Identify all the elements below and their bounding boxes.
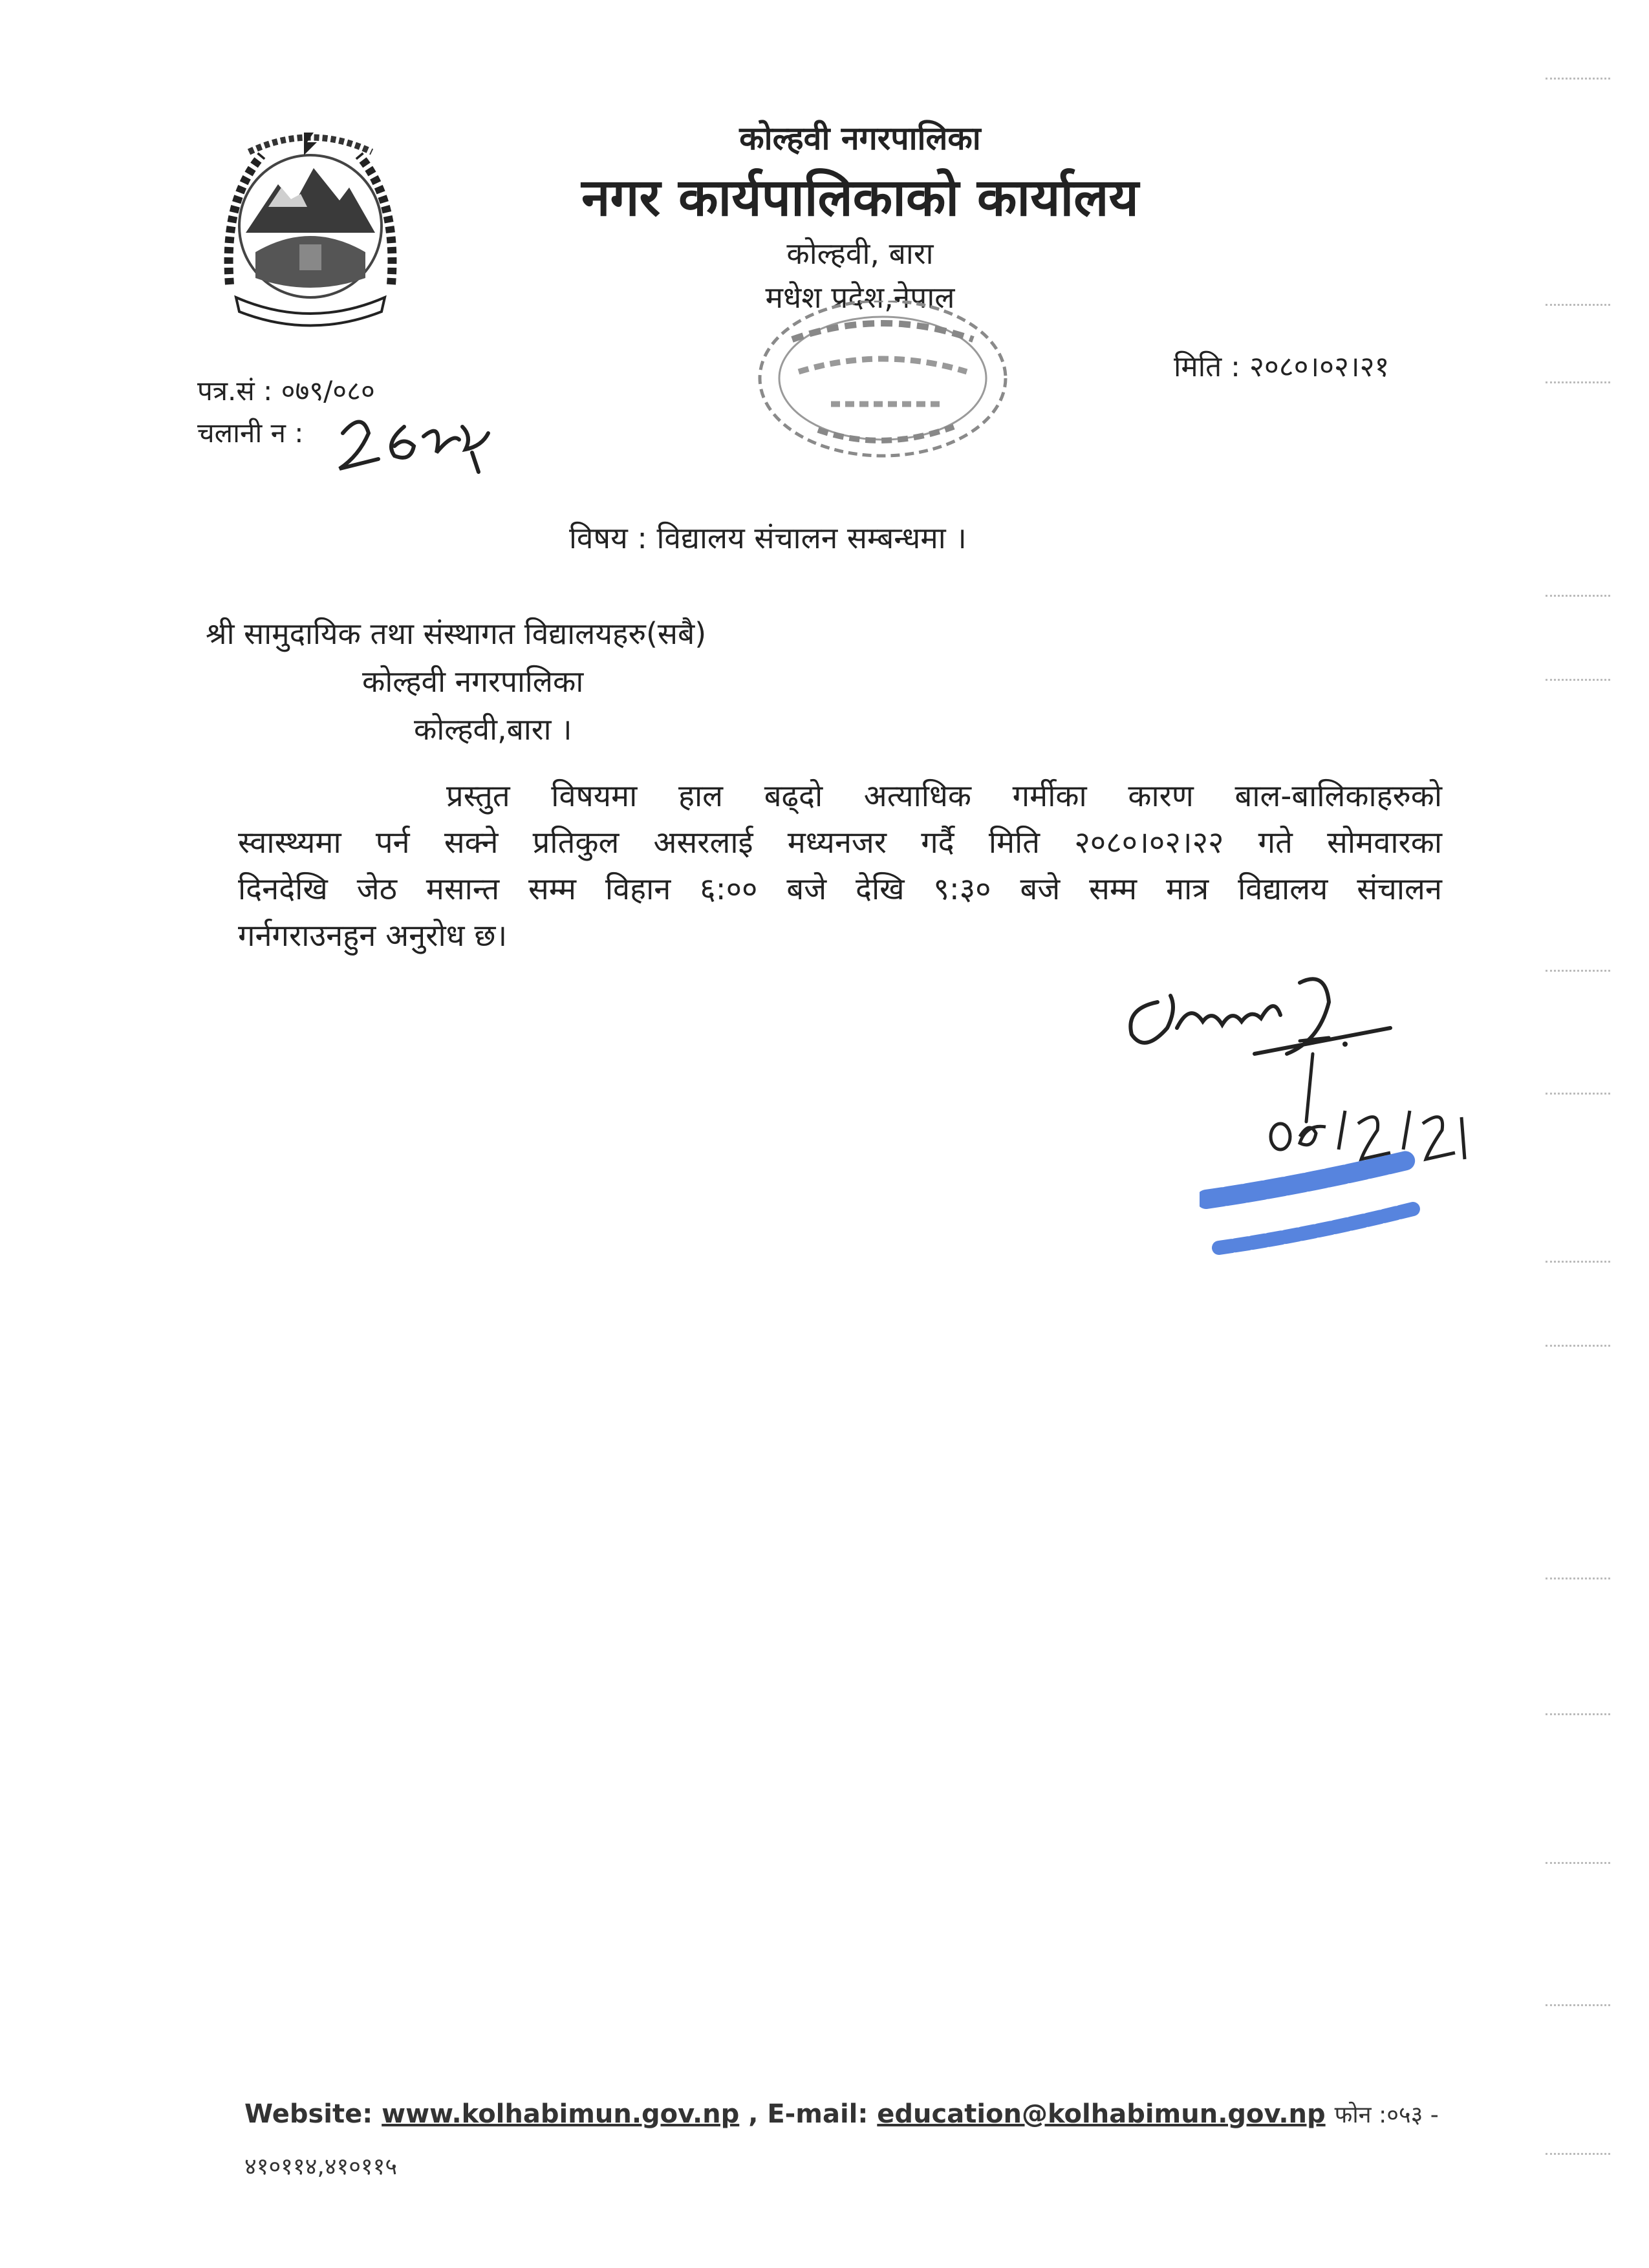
- recipient-line-1: श्री सामुदायिक तथा संस्थागत विद्यालयहरु(सबै): [206, 616, 707, 651]
- scan-edge-mark: [1546, 1578, 1610, 1586]
- website-label: Website:: [244, 2099, 373, 2129]
- officer-name-stamp-icon: [1200, 1138, 1471, 1267]
- office-seal-stamp-icon: [753, 301, 1012, 462]
- scan-edge-mark: [1546, 595, 1610, 603]
- dispatch-label: चलानी न :: [197, 417, 304, 449]
- municipality-name: कोल्हवी नगरपालिका: [739, 120, 981, 157]
- phone-label: फोन :०५३ -: [1334, 2102, 1439, 2128]
- letter-subject: विषय : विद्यालय संचालन सम्बन्धमा ।: [569, 520, 967, 555]
- body-line-1: प्रस्तुत विषयमा हाल बढ्दो अत्याधिक गर्मीका कारण बाल-बालिकाहरुको: [446, 778, 1442, 814]
- phone-numbers: ४१०११४,४१०११५: [244, 2154, 398, 2180]
- scan-edge-mark: [1546, 1093, 1610, 1101]
- scan-edge-mark: [1546, 1713, 1610, 1722]
- footer-separator: ,: [748, 2099, 759, 2129]
- scan-edge-mark: [1546, 2153, 1610, 2161]
- scan-edge-mark: [1546, 970, 1610, 978]
- handwritten-dispatch-number: [333, 407, 495, 478]
- body-line-3: दिनदेखि जेठ मसान्त सम्म विहान ६:०० बजे देखि ९:३० बजे सम्म मात्र विद्यालय संचालन: [238, 872, 1442, 907]
- scan-edge-mark: [1546, 381, 1610, 390]
- footer-contact: [244, 2098, 1439, 2130]
- scan-edge-mark: [1546, 2004, 1610, 2013]
- scan-edge-mark: [1546, 1261, 1610, 1269]
- recipient-line-3: कोल्हवी,बारा ।: [414, 712, 572, 747]
- scan-edge-mark: [1546, 679, 1610, 687]
- nepal-emblem-icon: [210, 123, 411, 330]
- letter-date: मिति : २०८०।०२।२१: [1174, 350, 1390, 383]
- office-title: नगर कार्यपालिकाको कार्यालय: [581, 167, 1139, 228]
- email-label: E-mail:: [767, 2099, 868, 2129]
- scan-edge-mark: [1546, 1345, 1610, 1353]
- recipient-line-2: कोल्हवी नगरपालिका: [362, 664, 584, 699]
- scan-edge-mark: [1546, 78, 1610, 86]
- address-line-1: कोल्हवी, बारा: [786, 236, 934, 271]
- reference-number: पत्र.सं : ०७९/०८०: [197, 375, 375, 407]
- body-line-4: गर्नगराउनहुन अनुरोध छ।: [238, 918, 508, 954]
- address-line-2: मधेश प्रदेश,नेपाल: [765, 280, 955, 315]
- scan-edge-mark: [1546, 1862, 1610, 1870]
- body-line-2: स्वास्थ्यमा पर्न सक्ने प्रतिकुल असरलाई मध्यनजर गर्दै मिति २०८०।०२।२२ गते सोमवारका: [238, 825, 1442, 861]
- website-link[interactable]: www.kolhabimun.gov.np: [382, 2099, 740, 2129]
- scan-edge-mark: [1546, 304, 1610, 312]
- email-link[interactable]: education@kolhabimun.gov.np: [877, 2099, 1326, 2129]
